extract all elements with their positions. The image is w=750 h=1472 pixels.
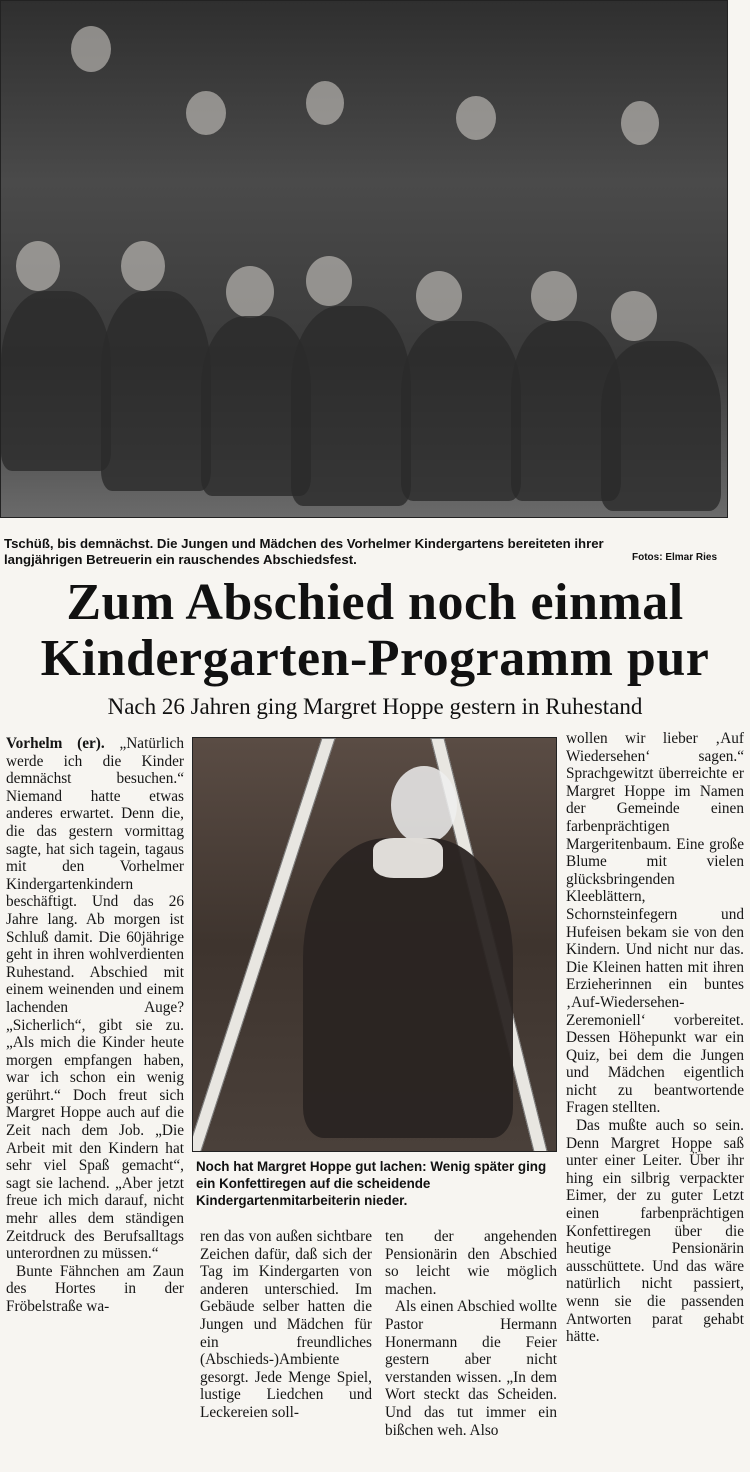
middle-photo-caption: Noch hat Margret Hoppe gut lachen: Wenig später ging ein Konfettiregen auf die scheidende Kindergartenmitarbeiterin nieder. [196, 1159, 547, 1208]
article-column-1 [6, 735, 184, 1316]
child-body [601, 341, 721, 511]
child-head [531, 271, 577, 321]
article-paragraph: wollen wir lieber ‚Auf Wiedersehen‘ sagen.“ Sprachgewitzt überreichte er Margret Hoppe im Namen der Gemeinde einen farbenprächtigen Margeritenbaum. Eine große Blume mit vielen glücksbringenden Kleeblättern, Schornsteinfegern und Hufeisen bekam sie von den Kindern. Und nicht nur das. Die Kleinen hatten mit ihren Erzieherinnen ein buntes ‚Auf-Wiedersehen-Zeremoniell‘ vorbereitet. Dessen Höhepunkt war ein Quiz, bei dem die Jungen und Mädchen eigentlich nicht zu beantwortende Fragen stellten. [566, 730, 744, 1117]
headline-line-1: Zum Abschied noch einmal [66, 574, 684, 631]
child-head [71, 26, 111, 72]
woman-head [391, 766, 457, 844]
article-column-2 [200, 1228, 372, 1422]
child-head [416, 271, 462, 321]
caption-lead: Tschüß, bis demnächst. [4, 536, 154, 551]
child-head [611, 291, 657, 341]
caption-text: Die Jungen und Mädchen des Vorhelmer Kindergartens bereiteten ihrer langjährigen Betreuerin ein rauschendes Abschiedsfest. [4, 536, 604, 567]
article-paragraph: Als einen Abschied wollte Pastor Hermann Honermann die Feier gestern aber nicht verstanden wissen. „In dem Wort steckt das Scheiden. Und das tut immer ein bißchen weh. Also [385, 1298, 557, 1439]
article-paragraph: Bunte Fähnchen am Zaun des Hortes in der Fröbelstraße wa- [6, 1262, 184, 1315]
subheadline: Nach 26 Jahren ging Margret Hoppe gestern in Ruhestand [107, 694, 643, 719]
article-column-4 [566, 730, 744, 1346]
top-photo [0, 0, 728, 518]
middle-photo [192, 737, 557, 1152]
article-paragraph [6, 735, 184, 1263]
child-head [186, 91, 226, 135]
dateline: Vorhelm (er). [6, 735, 105, 752]
headline-line-2: Kindergarten-Programm pur [40, 630, 710, 687]
article-paragraph: Das mußte auch so sein. Denn Margret Hoppe saß unter einer Leiter. Über ihr hing ein silbrig verpackter Eimer, der zu guter Letzt einen farbenprächtigen Konfettiregen über die heutige Pensionärin ausschüttete. Und das wäre natürlich nicht passiert, wenn sie die passenden Antworten parat gehabt hätte. [566, 1117, 744, 1346]
child-head [456, 96, 496, 140]
child-head [121, 241, 165, 291]
child-body [291, 306, 411, 506]
child-head [306, 81, 344, 125]
article-paragraph: ren das von außen sichtbare Zeichen dafür, daß sich der Tag im Kindergarten von anderen unterschied. Im Gebäude selber hatten die Jungen und Mädchen für ein freundliches (Abschieds-)Ambiente gesorgt. Jede Menge Spiel, lustige Liedchen und Leckereien soll- [200, 1228, 372, 1421]
woman-collar [373, 838, 443, 878]
child-head [16, 241, 60, 291]
child-head [306, 256, 352, 306]
paragraph-text: „Natürlich werde ich die Kinder demnächst besuchen.“ Niemand hatte etwas anderes erwartet. Denn die, die das gestern vormittag sagte, hat sich tagein, tagaus mit den Vorhelmer Kindergartenkindern beschäftigt. Und das 26 Jahre lang. Ab morgen ist Schluß damit. Die 60jährige geht in ihren wohlverdienten Ruhestand. Abschied mit einem weinenden und einem lachenden Auge? „Sicherlich“, gibt sie zu. „Als mich die Kinder heute morgen empfangen haben, war ich schon ein wenig gerührt.“ Doch freut sich Margret Hoppe auch auf die Zeit nach dem Job. „Die Arbeit mit den Kindern hat sehr viel Spaß gemacht“, sagt sie lachend. „Aber jetzt freue ich mich darauf, nicht mehr alles dem ständigen Zeitdruck des Berufsalltags unterordnen zu müssen.“ [6, 735, 184, 1263]
article-paragraph: ten der angehenden Pensionärin den Abschied so leicht wie möglich machen. [385, 1228, 557, 1298]
woman-body [303, 838, 513, 1138]
child-body [1, 291, 111, 471]
child-body [401, 321, 521, 501]
photo-credit: Fotos: Elmar Ries [632, 552, 718, 563]
article-column-3 [385, 1228, 557, 1439]
child-body [101, 291, 211, 491]
top-photo-caption [4, 536, 604, 568]
child-head [226, 266, 274, 318]
child-head [621, 101, 659, 145]
